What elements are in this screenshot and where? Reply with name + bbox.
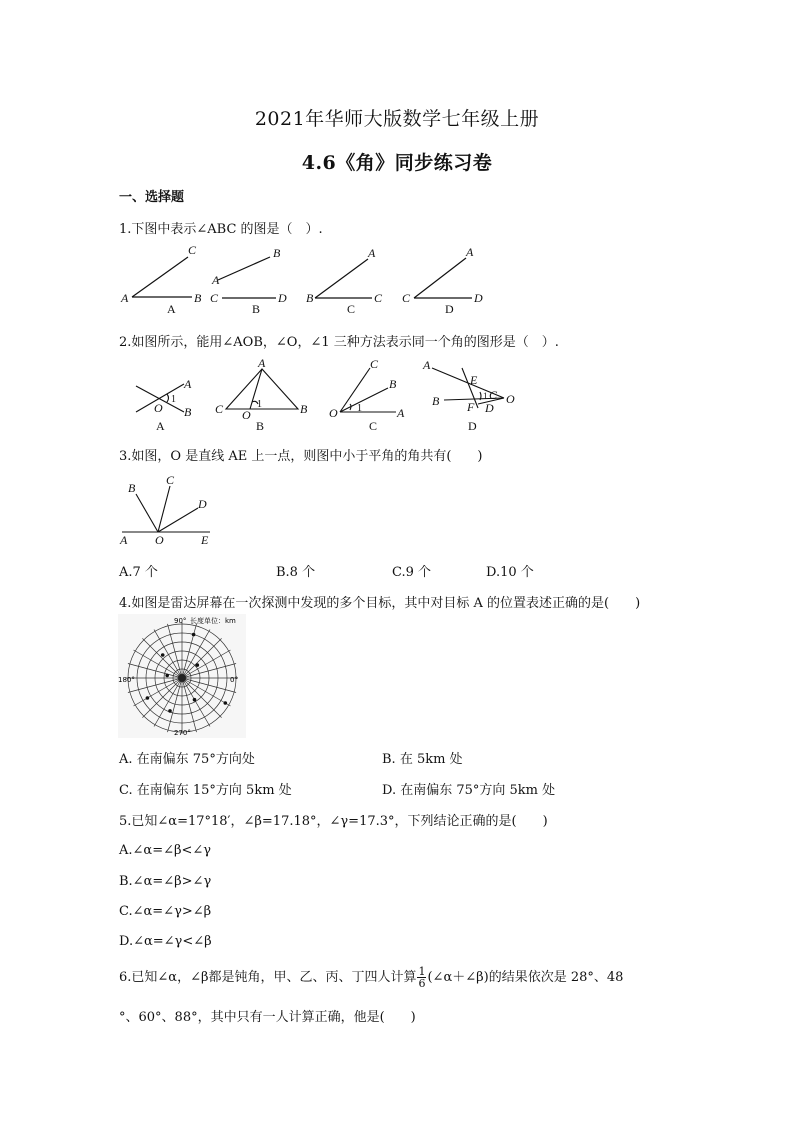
radar-label-top: 90° — [174, 617, 187, 625]
q1c-ray-ba — [315, 259, 368, 298]
question-3-figure — [118, 472, 214, 546]
question-4-stem: 4.如图是雷达屏幕在一次探测中发现的多个目标，其中对目标 A 的位置表述正确的是( ) — [119, 596, 641, 611]
q2b-label-c: C — [215, 402, 224, 416]
q1d-caption: D — [445, 302, 454, 316]
question-2-stem: 2.如图所示，能用∠AOB，∠O，∠1 三种方法表示同一个角的图形是（ ）. — [119, 335, 559, 350]
q2b-caption: B — [256, 419, 265, 433]
radar-target — [165, 674, 169, 678]
q3-label-a: A — [120, 533, 128, 546]
q2a-angle-arc — [167, 394, 169, 402]
q2d-label-1: 1 — [483, 391, 488, 401]
q6-fraction — [417, 966, 426, 989]
q2b-label-1: 1 — [257, 399, 262, 410]
radar-target — [224, 701, 228, 705]
question-6-stem — [119, 966, 623, 989]
q6-fraction-num: 1 — [418, 965, 426, 978]
q2a-label-a: A — [184, 377, 192, 391]
question-3-stem: 3.如图，O 是直线 AE 上一点，则图中小于平角的角共有( ) — [119, 449, 483, 464]
question-1-figures — [118, 240, 498, 320]
q6-stem-pre: 6.已知∠α，∠β都是钝角，甲、乙、丙、丁四人计算 — [119, 970, 417, 985]
q1b-segment-ab — [218, 257, 270, 280]
q2b-label-o: O — [242, 408, 251, 422]
q2d-label-o: O — [506, 392, 515, 406]
q3-option-b: B.8 个 — [276, 565, 316, 580]
q3-label-d: D — [198, 497, 207, 511]
q2d-label-a: A — [423, 358, 431, 372]
q2d-label-f: F — [467, 400, 475, 414]
q5-option-d: D.∠α=∠γ<∠β — [119, 934, 212, 949]
q4-option-a: A. 在南偏东 75°方向处 — [119, 752, 255, 767]
q3-label-b: B — [128, 481, 136, 495]
q3-ray-od — [158, 508, 198, 532]
radar-target — [161, 653, 165, 657]
q1d-ray-ca — [414, 258, 466, 298]
q1c-label-b: B — [306, 291, 314, 305]
q2d-angle-arc — [480, 392, 481, 400]
q1d-label-d: D — [474, 291, 483, 305]
q3-label-e: E — [201, 533, 209, 546]
q2b-triangle — [226, 369, 298, 409]
section-heading: 一、选择题 — [119, 190, 185, 205]
q3-ray-ob — [136, 494, 158, 532]
q3-label-c: C — [166, 473, 175, 487]
q3-option-a: A.7 个 — [119, 565, 158, 580]
q1d-label-c: C — [402, 291, 411, 305]
q1a-label-c: C — [188, 243, 197, 257]
radar-label-right: 0° — [230, 676, 238, 684]
q2d-label-e: E — [470, 373, 478, 387]
q4-option-d: D. 在南偏东 75°方向 5km 处 — [382, 783, 556, 798]
q2c-label-1: 1 — [357, 403, 362, 414]
q4-option-c: C. 在南偏东 15°方向 5km 处 — [119, 783, 292, 798]
q1c-label-c: C — [374, 291, 383, 305]
q2b-label-a: A — [258, 356, 266, 370]
q1a-caption: A — [167, 302, 176, 316]
q3-ray-oc — [158, 486, 170, 532]
radar-target — [193, 698, 197, 702]
q1b-label-c: C — [210, 291, 219, 305]
q1c-caption: C — [347, 302, 356, 316]
question-5-stem: 5.已知∠α=17°18′，∠β=17.18°，∠γ=17.3°，下列结论正确的是( ) — [119, 814, 548, 829]
q1a-label-a: A — [121, 291, 129, 305]
q4-option-b: B. 在 5km 处 — [382, 752, 463, 767]
q5-option-b: B.∠α=∠β>∠γ — [119, 874, 212, 889]
radar-target — [146, 696, 150, 700]
radar-target — [192, 633, 196, 637]
question-4-radar — [118, 614, 246, 738]
page-subtitle: 4.6《角》同步练习卷 — [301, 152, 493, 174]
q3-option-d: D.10 个 — [486, 565, 534, 580]
q1a-ray-ac — [132, 257, 188, 297]
q1d-label-a: A — [466, 245, 474, 259]
q1a-label-b: B — [194, 291, 202, 305]
question-6-line2: °、60°、88°，其中只有一人计算正确，他是( ) — [119, 1010, 416, 1025]
q3-option-c: C.9 个 — [392, 565, 432, 580]
q2c-ray-ob — [340, 388, 388, 412]
question-2-figures — [118, 354, 518, 436]
q3-label-o: O — [155, 533, 164, 546]
q1b-label-d: D — [278, 291, 287, 305]
q1b-caption: B — [252, 302, 261, 316]
q2a-label-1: 1 — [171, 394, 176, 405]
q6-stem-post: (∠α＋∠β)的结果依次是 28°、48 — [427, 970, 624, 985]
q2b-label-b: B — [300, 402, 308, 416]
q2c-caption: C — [369, 419, 378, 433]
q2c-label-c: C — [370, 357, 379, 371]
question-1-stem: 1.下图中表示∠ABC 的图是（ ）. — [119, 222, 323, 237]
q2a-label-b: B — [184, 405, 192, 419]
radar-target — [196, 663, 200, 667]
q2a-caption: A — [156, 419, 165, 433]
page-title: 2021年华师大版数学七年级上册 — [254, 108, 540, 130]
radar-target — [168, 709, 172, 713]
q5-option-a: A.∠α=∠β<∠γ — [119, 843, 212, 858]
q2c-label-a: A — [397, 406, 405, 420]
q2d-label-c: C — [489, 388, 498, 402]
radar-center — [178, 674, 186, 682]
q1b-label-b: B — [273, 246, 281, 260]
radar-grid — [126, 622, 238, 734]
q2d-label-b: B — [432, 394, 440, 408]
radar-label-left: 180° — [118, 676, 135, 684]
q1b-label-a: A — [212, 273, 220, 287]
radar-unit: 长度单位：km — [190, 617, 236, 625]
q5-option-c: C.∠α=∠γ>∠β — [119, 904, 212, 919]
q1c-label-a: A — [368, 246, 376, 260]
q2c-ray-oc — [340, 368, 370, 412]
q6-fraction-den: 6 — [418, 977, 426, 990]
q2d-caption: D — [468, 419, 477, 433]
q2c-label-b: B — [389, 377, 397, 391]
q2a-label-o: O — [154, 401, 163, 415]
radar-label-bottom: 270° — [174, 729, 191, 737]
q2c-label-o: O — [329, 406, 338, 420]
q2d-label-d: D — [485, 401, 494, 415]
